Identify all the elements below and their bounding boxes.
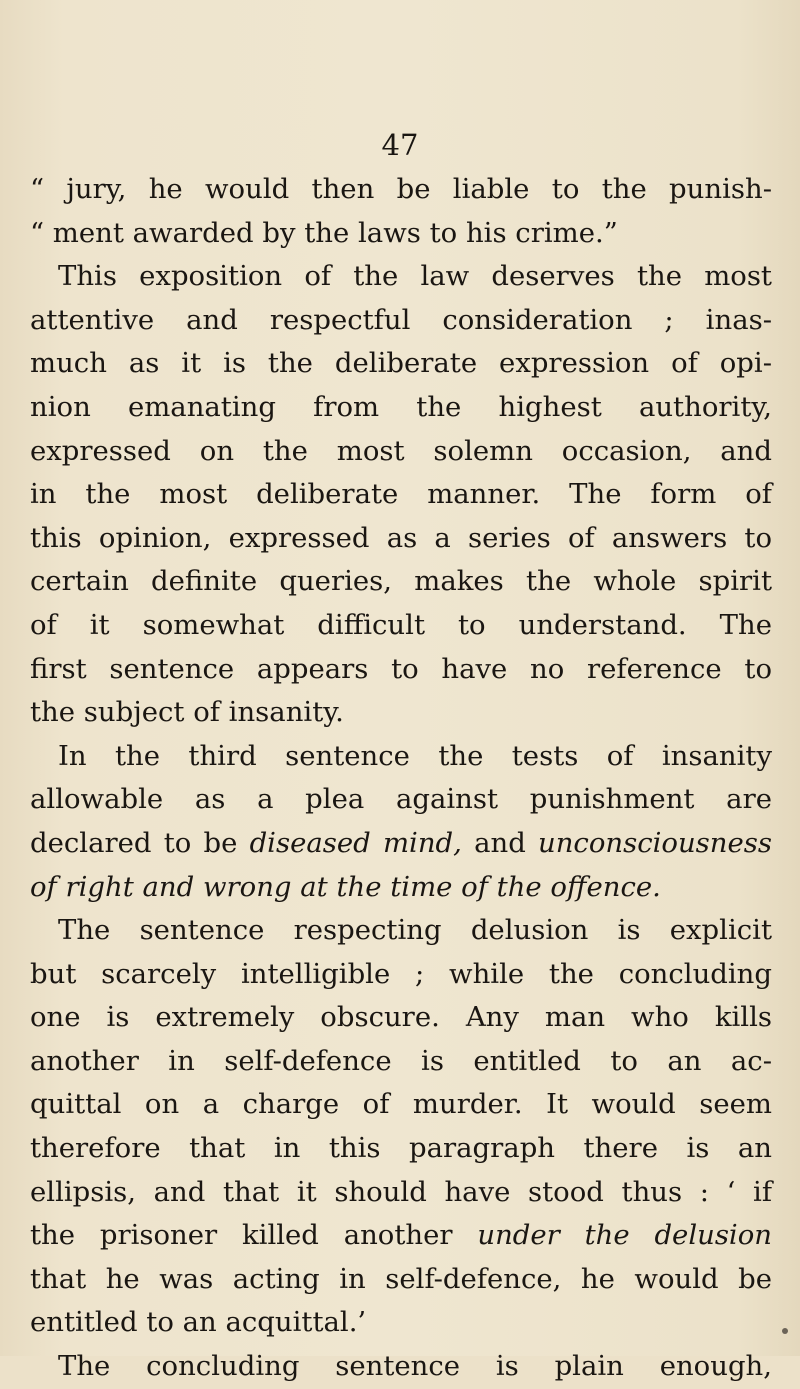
text-segment: attentive and respectful consideration ; inas- <box>30 303 772 336</box>
text-line <box>30 386 772 430</box>
text-line <box>30 996 772 1040</box>
text-segment: therefore that in this paragraph there is an <box>30 1132 772 1165</box>
text-line <box>30 168 772 212</box>
text-segment: entitled to an acquittal.’ <box>30 1306 367 1339</box>
text-line <box>30 1171 772 1215</box>
text-segment: certain definite queries, makes the whole spirit <box>30 565 772 598</box>
text-segment: and <box>461 826 538 859</box>
text-line <box>30 866 772 910</box>
italic-text: under the delusion <box>477 1219 772 1252</box>
text-line <box>30 909 772 953</box>
text-line <box>30 1345 772 1389</box>
text-line <box>30 1258 772 1302</box>
text-segment: nion emanating from the highest authority, <box>30 390 772 423</box>
text-segment: declared to be <box>30 826 250 859</box>
text-segment: that he was acting in self-defence, he would be <box>30 1262 772 1295</box>
text-line <box>30 212 772 256</box>
text-line <box>30 1214 772 1258</box>
text-line <box>30 691 772 735</box>
text-segment: In the third sentence the tests of insanity <box>58 739 772 772</box>
text-segment: The sentence respecting delusion is explicit <box>58 914 772 947</box>
text-segment: of it somewhat difficult to understand. The <box>30 608 772 641</box>
italic-text: unconsciousness <box>538 826 772 859</box>
margin-dot <box>782 1328 788 1334</box>
italic-text: of right and wrong at the time of the offence. <box>30 870 661 903</box>
text-line <box>30 1040 772 1084</box>
text-line <box>30 953 772 997</box>
text-segment: one is extremely obscure. Any man who kills <box>30 1001 772 1034</box>
text-segment: quittal on a charge of murder. It would seem <box>30 1088 772 1121</box>
text-line <box>30 430 772 474</box>
text-segment: but scarcely intelligible ; while the concluding <box>30 957 772 990</box>
text-line <box>30 1301 772 1345</box>
text-line <box>30 560 772 604</box>
text-line <box>30 1083 772 1127</box>
text-segment: ellipsis, and that it should have stood thus : ‘ if <box>30 1175 772 1208</box>
text-segment: this opinion, expressed as a series of answers to <box>30 521 772 554</box>
text-segment: much as it is the deliberate expression of opi- <box>30 347 772 380</box>
text-segment: the prisoner killed another <box>30 1219 478 1252</box>
text-segment: “ ment awarded by the laws to his crime.” <box>30 216 618 249</box>
text-line <box>30 604 772 648</box>
text-line <box>30 822 772 866</box>
text-segment: The concluding sentence is plain enough, <box>58 1350 772 1383</box>
text-line <box>30 648 772 692</box>
text-line <box>30 778 772 822</box>
text-segment: the subject of insanity. <box>30 696 344 729</box>
body-text <box>30 168 772 1389</box>
text-line <box>30 255 772 299</box>
text-line <box>30 1127 772 1171</box>
text-line <box>30 342 772 386</box>
text-line <box>30 517 772 561</box>
text-line <box>30 473 772 517</box>
text-segment: first sentence appears to have no reference to <box>30 652 772 685</box>
text-segment: in the most deliberate manner. The form of <box>30 478 772 511</box>
text-segment: “ jury, he would then be liable to the punish- <box>30 173 772 205</box>
text-segment: allowable as a plea against punishment are <box>30 783 772 816</box>
page-number: 47 <box>381 128 419 162</box>
text-segment: This exposition of the law deserves the most <box>58 260 772 293</box>
text-line <box>30 735 772 779</box>
text-segment: expressed on the most solemn occasion, and <box>30 434 772 467</box>
text-line <box>30 299 772 343</box>
text-segment: another in self-defence is entitled to an ac- <box>30 1044 772 1077</box>
italic-text: diseased mind, <box>249 826 462 859</box>
